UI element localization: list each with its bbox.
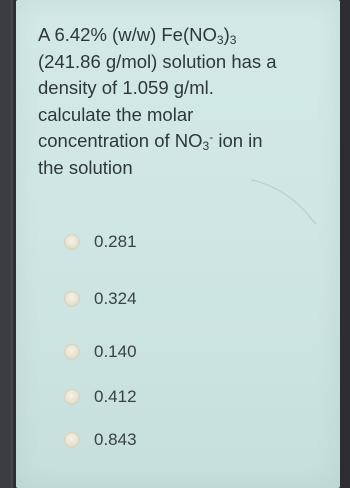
question-line-3: density of 1.059 g/ml.: [38, 77, 214, 98]
pen-stroke-mark: [250, 172, 330, 232]
option-2[interactable]: [64, 285, 137, 313]
question-line-5-text: concentration of NO: [38, 130, 203, 151]
option-label: 0.412: [94, 387, 137, 406]
radio-button[interactable]: [64, 234, 80, 250]
question-line-4: calculate the molar: [38, 103, 194, 125]
option-label: 0.324: [94, 289, 137, 308]
subscript: 3: [202, 139, 210, 153]
option-label: 0.140: [94, 342, 137, 361]
subscript: 3: [216, 33, 224, 47]
subscript: 3: [229, 33, 237, 47]
question-line-1-text: A 6.42% (w/w) Fe(NO: [38, 24, 217, 45]
question-line-2: (241.86 g/mol) solution has a: [38, 50, 277, 72]
option-1[interactable]: [64, 228, 137, 256]
radio-button[interactable]: [64, 344, 80, 360]
radio-button[interactable]: [64, 432, 80, 448]
superscript: -: [209, 130, 214, 144]
radio-button[interactable]: [64, 389, 80, 405]
option-label: 0.281: [94, 232, 137, 251]
question-line-1-paren: ): [223, 24, 230, 45]
option-3[interactable]: [64, 338, 137, 366]
question-line-6: the solution: [38, 156, 133, 178]
option-5[interactable]: [64, 426, 137, 454]
radio-button[interactable]: [64, 291, 80, 307]
question-line-5-tail: ion in: [213, 130, 263, 151]
question-line-5: [38, 128, 328, 155]
option-label: 0.843: [94, 430, 137, 449]
option-4[interactable]: [64, 383, 137, 411]
question-text: [38, 22, 328, 181]
question-line-1: [38, 22, 328, 49]
